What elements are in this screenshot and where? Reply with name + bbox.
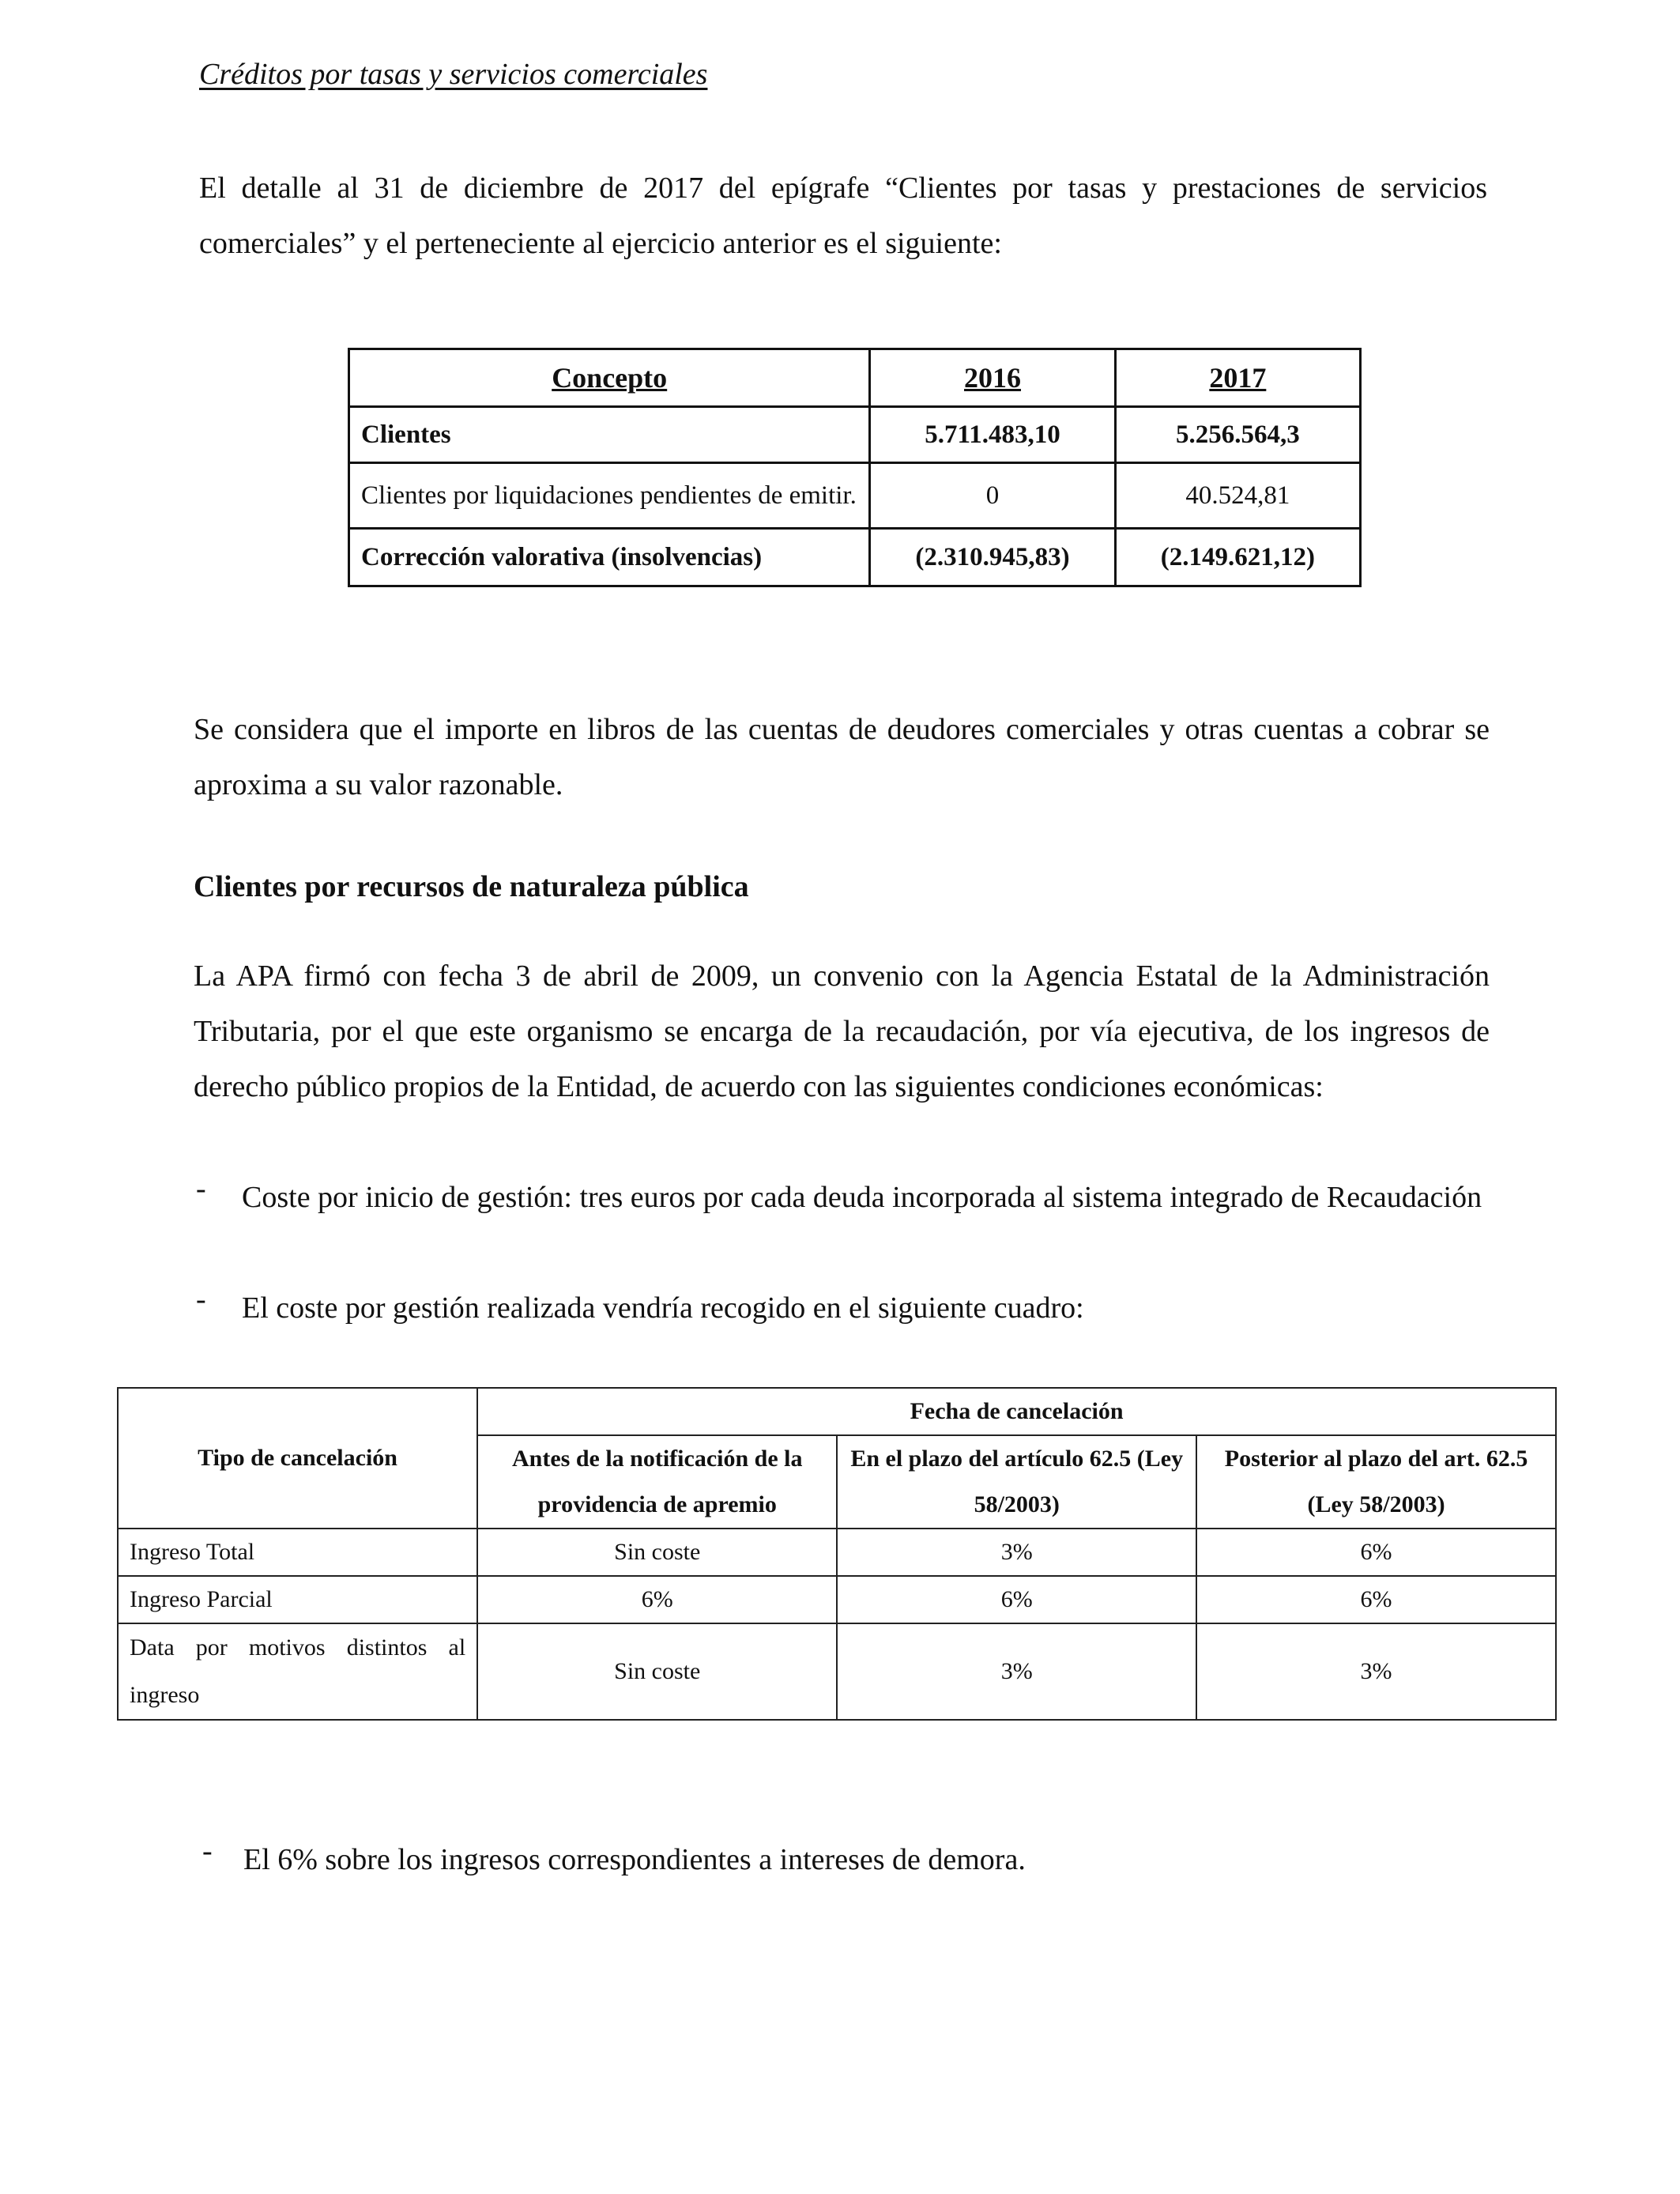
header-2017: 2017 <box>1115 349 1360 407</box>
intro-paragraph: El detalle al 31 de diciembre de 2017 del epígrafe “Clientes por tasas y prestaciones de servicios comerciales” y el perteneciente al ejercicio anterior es el siguiente: <box>199 172 1487 260</box>
row-tipo: Data por motivos distintos al ingreso <box>118 1623 477 1720</box>
row-plazo: 3% <box>837 1623 1196 1720</box>
receivables-table <box>348 348 1362 587</box>
row-value-2017: 40.524,81 <box>1115 463 1360 529</box>
row-value-2017: (2.149.621,12) <box>1115 529 1360 586</box>
table-row <box>349 529 1361 586</box>
section-heading: Créditos por tasas y servicios comerciales <box>199 58 708 91</box>
header-concepto: Concepto <box>349 349 870 407</box>
table-header-row <box>118 1388 1556 1435</box>
table-row <box>118 1623 1556 1720</box>
bullet-text: Coste por inicio de gestión: tres euros por cada deuda incorporada al sistema integrado de Recaudación <box>242 1181 1482 1214</box>
row-posterior: 6% <box>1196 1529 1556 1576</box>
header-tipo: Tipo de cancelación <box>118 1388 477 1529</box>
row-posterior: 6% <box>1196 1576 1556 1623</box>
cost-table <box>117 1387 1557 1721</box>
table-header-row <box>349 349 1361 407</box>
row-concept: Clientes <box>349 407 870 463</box>
row-value-2016: 5.711.483,10 <box>870 407 1115 463</box>
apa-paragraph: La APA firmó con fecha 3 de abril de 2009, un convenio con la Agencia Estatal de la Administración Tributaria, por el que este organismo se encarga de la recaudación, por vía ejecutiva, de los ingresos de derecho público propios de la Entidad, de acuerdo con las siguientes condiciones económicas: <box>194 959 1490 1103</box>
row-tipo: Ingreso Total <box>118 1529 477 1576</box>
bullet-text: El coste por gestión realizada vendría recogido en el siguiente cuadro: <box>242 1291 1084 1325</box>
table-row <box>118 1576 1556 1623</box>
bullet-dash: - <box>196 1283 206 1316</box>
row-posterior: 3% <box>1196 1623 1556 1720</box>
row-antes: 6% <box>477 1576 837 1623</box>
row-antes: Sin coste <box>477 1623 837 1720</box>
bullet-dash: - <box>196 1172 206 1205</box>
row-antes: Sin coste <box>477 1529 837 1576</box>
final-bullet-text: El 6% sobre los ingresos correspondientes a intereses de demora. <box>243 1843 1026 1876</box>
row-tipo: Ingreso Parcial <box>118 1576 477 1623</box>
table-row <box>118 1529 1556 1576</box>
row-value-2016: 0 <box>870 463 1115 529</box>
subheading: Clientes por recursos de naturaleza pública <box>194 870 749 903</box>
subheader-posterior: Posterior al plazo del art. 62.5 (Ley 58/2003) <box>1196 1435 1556 1529</box>
row-value-2016: (2.310.945,83) <box>870 529 1115 586</box>
row-plazo: 3% <box>837 1529 1196 1576</box>
subheader-antes: Antes de la notificación de la providencia de apremio <box>477 1435 837 1529</box>
row-concept: Clientes por liquidaciones pendientes de emitir. <box>349 463 870 529</box>
row-concept: Corrección valorativa (insolvencias) <box>349 529 870 586</box>
row-value-2017: 5.256.564,3 <box>1115 407 1360 463</box>
table-row <box>349 407 1361 463</box>
fair-value-paragraph: Se considera que el importe en libros de las cuentas de deudores comerciales y otras cuentas a cobrar se aproxima a su valor razonable. <box>194 713 1490 801</box>
bullet-dash: - <box>202 1834 213 1868</box>
header-2016: 2016 <box>870 349 1115 407</box>
table-row <box>349 463 1361 529</box>
row-plazo: 6% <box>837 1576 1196 1623</box>
subheader-plazo: En el plazo del artículo 62.5 (Ley 58/2003) <box>837 1435 1196 1529</box>
header-fecha: Fecha de cancelación <box>477 1388 1556 1435</box>
